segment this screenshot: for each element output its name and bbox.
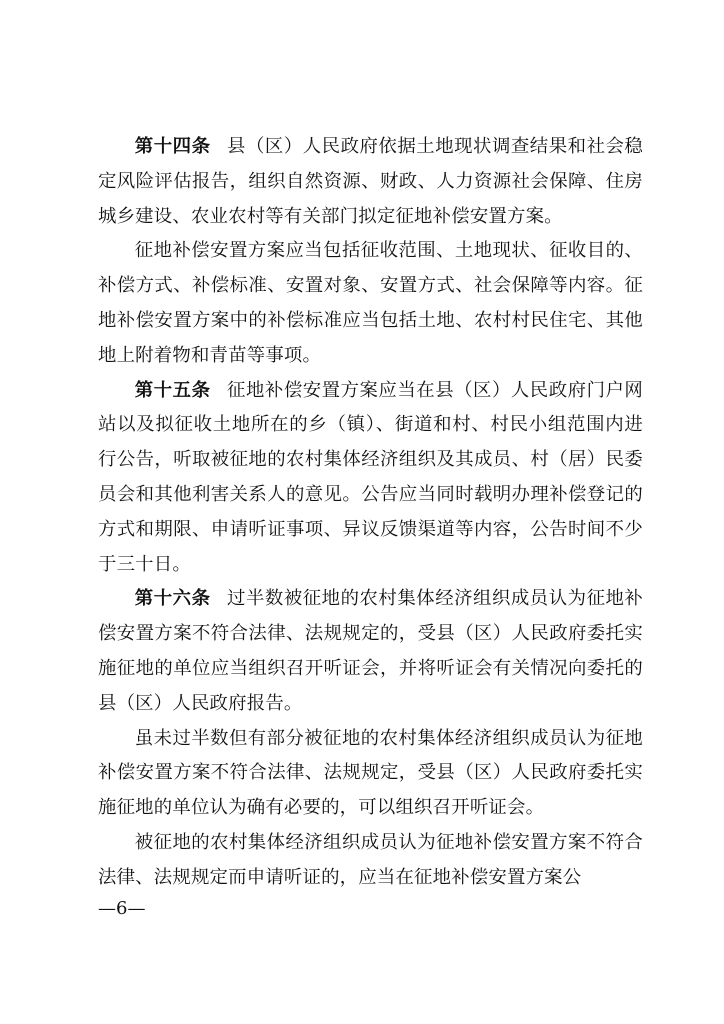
page-number: —6— (98, 898, 146, 919)
paragraph-article-16-part-2 (98, 722, 643, 826)
document-body (98, 130, 643, 896)
paragraph-article-16 (98, 582, 643, 721)
paragraph-text: 虽未过半数但有部分被征地的农村集体经济组织成员认为征地补偿安置方案不符合法律、法规规定，受县（区）人民政府委托实施征地的单位认为确有必要的，可以组织召开听证会。 (98, 727, 643, 819)
paragraph-article-14 (98, 130, 643, 234)
article-number: 第十四条 (134, 136, 211, 157)
paragraph-text: 过半数被征地的农村集体经济组织成员认为征地补偿安置方案不符合法律、法规规定的，受县（区）人民政府委托实施征地的单位应当组织召开听证会，并将听证会有关情况向委托的县（区）人民政府报告。 (98, 588, 643, 714)
article-number: 第十六条 (134, 588, 211, 610)
paragraph-article-15 (98, 374, 643, 583)
article-number: 第十五条 (134, 379, 211, 401)
paragraph-text: 被征地的农村集体经济组织成员认为征地补偿安置方案不符合法律、法规规定而申请听证的，应当在征地补偿安置方案公 (98, 831, 643, 888)
paragraph-article-16-part-3 (98, 826, 643, 896)
paragraph-text: 征地补偿安置方案应当包括征收范围、土地现状、征收目的、补偿方式、补偿标准、安置对象、安置方式、社会保障等内容。征地补偿安置方案中的补偿标准应当包括土地、农村村民住宅、其他地上附着物和青苗等事项。 (98, 240, 643, 366)
paragraph-text: 县（区）人民政府依据土地现状调查结果和社会稳定风险评估报告，组织自然资源、财政、人力资源社会保障、住房城乡建设、农业农村等有关部门拟定征地补偿安置方案。 (98, 136, 643, 227)
paragraph-article-14-part-2 (98, 234, 643, 373)
paragraph-text: 征地补偿安置方案应当在县（区）人民政府门户网站以及拟征收土地所在的乡（镇）、街道和村、村民小组范围内进行公告，听取被征地的农村集体经济组织及其成员、村（居）民委员会和其他利害关系人的意见。公告应当同时载明办理补偿登记的方式和期限、申请听证事项、异议反馈渠道等内容，公告时间不少于三十日。 (98, 379, 643, 575)
